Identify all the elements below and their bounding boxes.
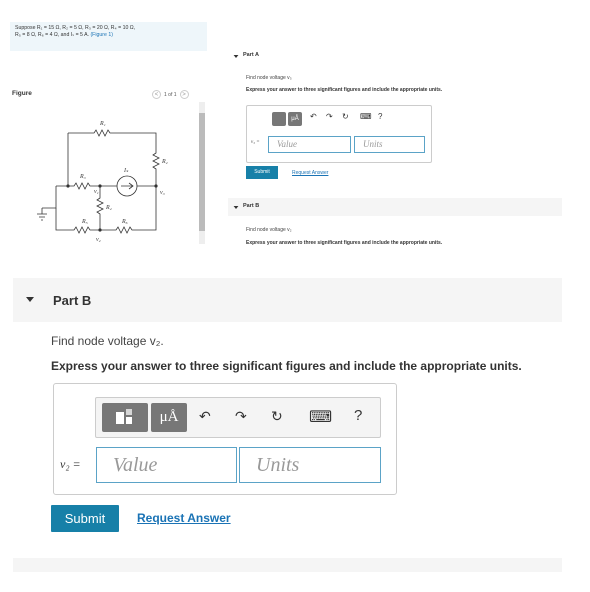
template-icon[interactable] bbox=[272, 112, 286, 126]
part-b-small-collapse-icon[interactable] bbox=[234, 206, 239, 209]
label-v2: v₂ bbox=[96, 237, 101, 243]
label-r3: R₃ bbox=[80, 174, 86, 180]
problem-line-2: R₅ = 8 Ω, R₆ = 4 Ω, and Iₛ = 5 A. (Figure 1) bbox=[15, 31, 113, 38]
part-b-header[interactable] bbox=[13, 278, 562, 322]
part-b-find: Find node voltage v₂. bbox=[51, 334, 164, 348]
part-b-value-input[interactable]: Value bbox=[96, 447, 237, 483]
problem-line-1: Suppose R₁ = 15 Ω, R₂ = 5 Ω, R₃ = 20 Ω, R₄ = 10 Ω, bbox=[15, 25, 136, 31]
part-a-toolbar bbox=[272, 112, 432, 126]
part-a-units-input[interactable]: Units bbox=[354, 136, 425, 153]
undo-icon[interactable]: ↶ bbox=[310, 112, 317, 121]
label-r6: R₆ bbox=[122, 219, 128, 225]
template-glyph bbox=[102, 403, 148, 432]
part-b-small-title[interactable]: Part B bbox=[243, 203, 260, 209]
part-b-toolbar bbox=[95, 397, 381, 438]
figure-link[interactable]: (Figure 1) bbox=[90, 31, 113, 38]
template-icon[interactable] bbox=[102, 403, 148, 432]
units-symbol-icon[interactable]: μÅ bbox=[288, 112, 302, 126]
part-b-small-find: Find node voltage v₂ bbox=[246, 227, 292, 233]
problem-statement bbox=[10, 22, 207, 51]
label-r1: R₁ bbox=[100, 121, 106, 127]
part-b-units-input[interactable]: Units bbox=[239, 447, 381, 483]
part-a-title[interactable]: Part A bbox=[243, 52, 259, 58]
part-a-value-input[interactable]: Value bbox=[268, 136, 351, 153]
help-icon[interactable]: ? bbox=[354, 407, 363, 424]
part-b-title[interactable]: Part B bbox=[53, 293, 92, 308]
part-a-find: Find node voltage v₃ bbox=[246, 75, 292, 81]
figure-label: Figure bbox=[12, 90, 32, 97]
label-v3: v₃ bbox=[160, 190, 165, 196]
help-icon[interactable]: ? bbox=[378, 112, 383, 121]
prev-figure-button[interactable]: < bbox=[152, 90, 161, 99]
part-a-express: Express your answer to three significant figures and include the appropriate units. bbox=[246, 87, 443, 93]
label-is: Iₛ bbox=[124, 168, 129, 174]
label-r4: R₄ bbox=[106, 205, 112, 211]
redo-icon[interactable]: ↷ bbox=[326, 112, 333, 121]
redo-icon[interactable]: ↷ bbox=[235, 408, 247, 424]
part-b-var-label: v₂ = bbox=[60, 457, 81, 471]
label-r5: R₅ bbox=[82, 219, 88, 225]
next-section-bar bbox=[13, 558, 562, 572]
part-b-request-answer-link[interactable]: Request Answer bbox=[137, 511, 231, 525]
figure-scrollbar-thumb[interactable] bbox=[199, 113, 205, 231]
keyboard-icon[interactable]: ⌨ bbox=[309, 409, 333, 426]
part-b-small-header[interactable] bbox=[228, 198, 562, 216]
part-b-collapse-icon[interactable] bbox=[26, 297, 34, 302]
label-r2: R₂ bbox=[162, 159, 168, 165]
figure-pager bbox=[152, 90, 189, 99]
reset-icon[interactable]: ↻ bbox=[342, 112, 349, 121]
part-a-collapse-icon[interactable] bbox=[234, 55, 239, 58]
pager-text: 1 of 1 bbox=[164, 91, 177, 98]
part-b-express: Express your answer to three significant figures and include the appropriate units. bbox=[51, 359, 522, 373]
keyboard-icon[interactable]: ⌨ bbox=[360, 112, 372, 121]
part-a-var-label: v₃ = bbox=[251, 140, 260, 145]
label-v1: v₁ bbox=[94, 189, 99, 195]
part-b-small-express: Express your answer to three significant figures and include the appropriate units. bbox=[246, 240, 443, 246]
next-figure-button[interactable]: > bbox=[180, 90, 189, 99]
units-symbol-icon[interactable]: μÅ bbox=[151, 403, 187, 432]
part-a-request-answer-link[interactable]: Request Answer bbox=[292, 170, 329, 176]
part-a-submit-button[interactable]: Submit bbox=[246, 166, 278, 179]
reset-icon[interactable]: ↻ bbox=[271, 408, 283, 424]
circuit-diagram bbox=[32, 108, 182, 248]
part-b-submit-button[interactable]: Submit bbox=[51, 505, 119, 532]
undo-icon[interactable]: ↶ bbox=[199, 408, 211, 424]
